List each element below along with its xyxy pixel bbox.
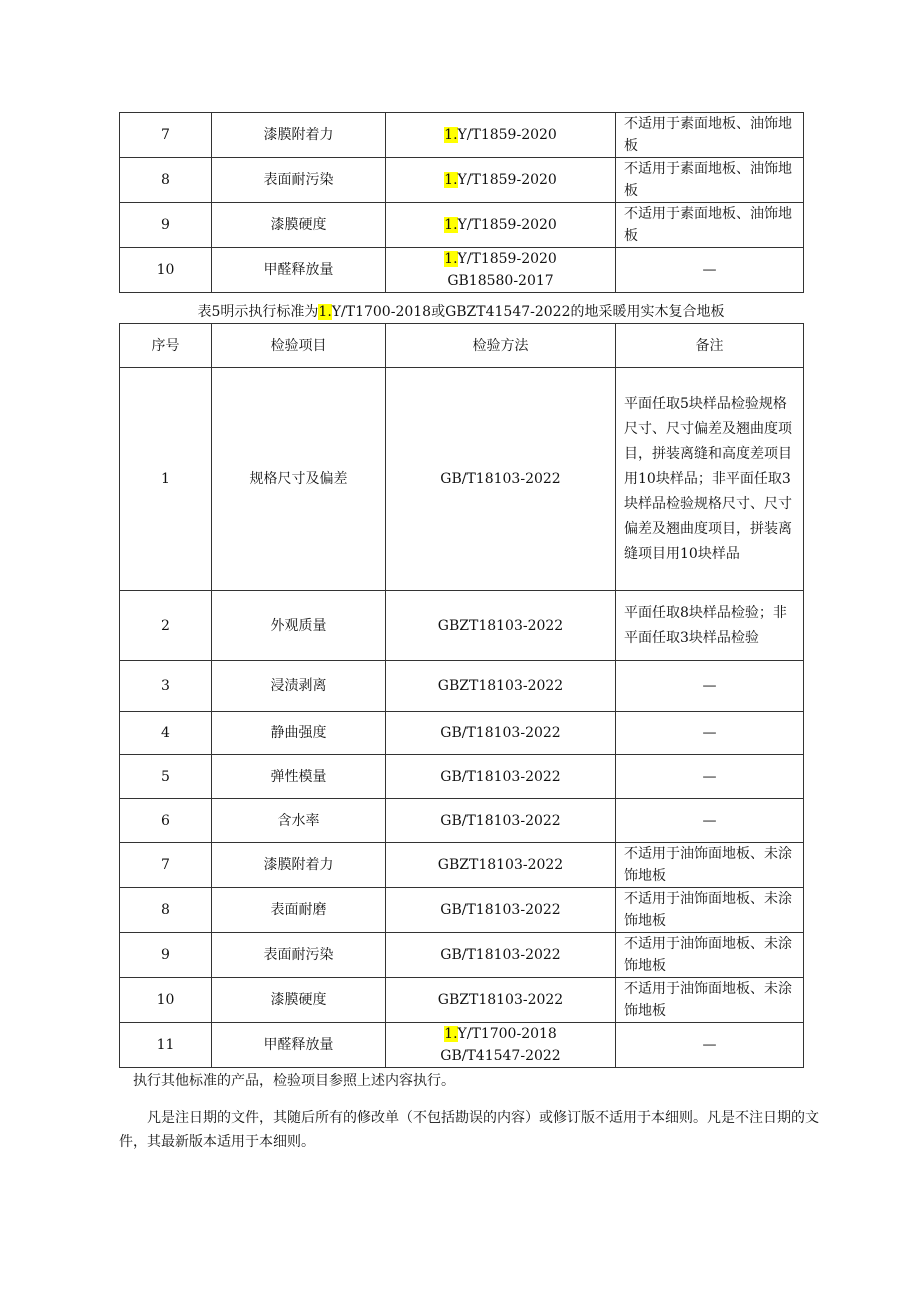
table-row [120,591,804,661]
cell-item: 外观质量 [212,591,386,661]
table-row [120,248,804,293]
cell-method: GBZT18103-2022 [386,978,616,1023]
method-text-2: GB18580-2017 [447,273,554,289]
cell-item: 甲醛释放量 [212,248,386,293]
header-method: 检验方法 [386,324,616,368]
header-note: 备注 [616,324,804,368]
paragraph-dated-references: 凡是注日期的文件，其随后所有的修改单（不包括勘误的内容）或修订版不适用于本细则。凡是不注日期的文件，其最新版本适用于本细则。 [119,1110,819,1150]
cell-note: 不适用于素面地板、油饰地板 [616,113,804,158]
caption-suffix: Y/T1700-2018或GBZT41547-2022的地采暖用实木复合地板 [331,304,725,320]
cell-no: 10 [120,248,212,293]
cell-note: 不适用于素面地板、油饰地板 [616,158,804,203]
highlight-mark: 1. [444,1026,458,1042]
caption-highlight: 1. [318,304,332,320]
cell-no: 4 [120,712,212,755]
header-item: 检验项目 [212,324,386,368]
cell-note: — [616,661,804,712]
cell-note: 平面任取8块样品检验；非平面任取3块样品检验 [616,591,804,661]
cell-no: 5 [120,755,212,799]
cell-method: GBZT18103-2022 [386,591,616,661]
table-row [120,755,804,799]
cell-note: — [616,248,804,293]
cell-note: — [616,712,804,755]
cell-item: 甲醛释放量 [212,1023,386,1068]
header-no: 序号 [120,324,212,368]
cell-item: 表面耐磨 [212,888,386,933]
table-row [120,1023,804,1068]
cell-note: 不适用于油饰面地板、未涂饰地板 [616,888,804,933]
cell-method [386,158,616,203]
method-text: Y/T1859-2020 [457,251,557,267]
table-caption [119,301,803,323]
cell-no: 11 [120,1023,212,1068]
cell-method: GBZT18103-2022 [386,843,616,888]
cell-note: 不适用于素面地板、油饰地板 [616,203,804,248]
cell-no: 8 [120,158,212,203]
table-row [120,158,804,203]
method-text: Y/T1859-2020 [457,127,557,143]
table-row [120,799,804,843]
cell-no: 9 [120,203,212,248]
cell-item: 弹性模量 [212,755,386,799]
cell-method: GB/T18103-2022 [386,933,616,978]
cell-note: 不适用于油饰面地板、未涂饰地板 [616,843,804,888]
cell-method [386,203,616,248]
cell-note: — [616,1023,804,1068]
cell-item: 漆膜硬度 [212,978,386,1023]
caption-prefix: 表5明示执行标准为 [197,304,319,320]
cell-method: GB/T18103-2022 [386,799,616,843]
cell-item: 含水率 [212,799,386,843]
method-text: Y/T1859-2020 [457,172,557,188]
cell-method: GB/T18103-2022 [386,888,616,933]
cell-no: 7 [120,843,212,888]
cell-no: 7 [120,113,212,158]
highlight-mark: 1. [444,172,458,188]
cell-method: GB/T18103-2022 [386,755,616,799]
method-text: Y/T1700-2018 [457,1026,557,1042]
table-header-row [120,324,804,368]
table-row [120,843,804,888]
table-row [120,888,804,933]
method-text-2: GB/T41547-2022 [440,1048,561,1064]
cell-item: 静曲强度 [212,712,386,755]
paragraph-other-standards: 执行其他标准的产品，检验项目参照上述内容执行。 [133,1073,455,1089]
cell-note: — [616,755,804,799]
cell-item: 浸渍剥离 [212,661,386,712]
cell-no: 9 [120,933,212,978]
cell-no: 3 [120,661,212,712]
cell-note: — [616,799,804,843]
table-row [120,661,804,712]
cell-item: 表面耐污染 [212,933,386,978]
table-row [120,203,804,248]
cell-method [386,113,616,158]
cell-no: 10 [120,978,212,1023]
cell-item: 漆膜附着力 [212,843,386,888]
highlight-mark: 1. [444,251,458,267]
table-row [120,368,804,591]
cell-note: 不适用于油饰面地板、未涂饰地板 [616,933,804,978]
cell-no: 1 [120,368,212,591]
cell-method: GB/T18103-2022 [386,712,616,755]
cell-item: 规格尺寸及偏差 [212,368,386,591]
cell-note: 不适用于油饰面地板、未涂饰地板 [616,978,804,1023]
cell-no: 8 [120,888,212,933]
table-row [120,712,804,755]
cell-note: 平面任取5块样品检验规格尺寸、尺寸偏差及翘曲度项目，拼装离缝和高度差项目用10块样品；非平面任取3块样品检验规格尺寸、尺寸偏差及翘曲度项目，拼装离缝项目用10块样品 [616,368,804,591]
cell-no: 2 [120,591,212,661]
cell-method [386,1023,616,1068]
table-5 [119,323,804,1068]
method-text: Y/T1859-2020 [457,217,557,233]
highlight-mark: 1. [444,127,458,143]
cell-method [386,248,616,293]
table-row [120,933,804,978]
cell-item: 漆膜硬度 [212,203,386,248]
table-prior-section [119,112,804,293]
cell-item: 表面耐污染 [212,158,386,203]
cell-no: 6 [120,799,212,843]
cell-method: GB/T18103-2022 [386,368,616,591]
cell-method: GBZT18103-2022 [386,661,616,712]
table-row [120,978,804,1023]
table-row [120,113,804,158]
cell-item: 漆膜附着力 [212,113,386,158]
highlight-mark: 1. [444,217,458,233]
